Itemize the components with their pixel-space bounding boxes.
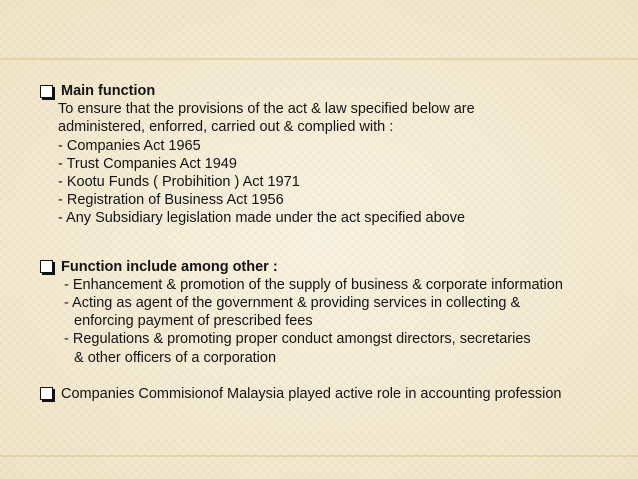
spacer xyxy=(38,367,634,385)
function-line: - Acting as agent of the government & providing services in collecting & xyxy=(64,295,521,312)
commission-text: Companies Commisionof Malaysia played active role in accounting profession xyxy=(61,385,562,402)
function-line: - Regulations & promoting proper conduct amongst directors, secretaries xyxy=(64,331,531,348)
checkbox-bullet-icon xyxy=(40,387,53,400)
spacer xyxy=(38,246,634,258)
main-function-heading-row xyxy=(38,82,634,100)
act-item: - Trust Companies Act 1949 xyxy=(58,155,237,172)
checkbox-bullet-icon xyxy=(40,260,53,273)
commission-row xyxy=(38,385,634,403)
slide-content xyxy=(38,82,634,403)
checkbox-bullet-icon xyxy=(40,85,53,98)
function-line: & other officers of a corporation xyxy=(74,349,277,366)
function-line: enforcing payment of prescribed fees xyxy=(74,313,313,330)
main-function-intro-2: administered, enforred, carried out & complied with : xyxy=(58,119,394,136)
top-divider xyxy=(0,58,638,60)
main-function-heading: Main function xyxy=(61,83,156,99)
act-item: - Any Subsidiary legislation made under the act specified above xyxy=(58,210,466,227)
function-include-heading-row xyxy=(38,258,634,276)
act-item: - Kootu Funds ( Probihition ) Act 1971 xyxy=(58,174,300,191)
function-line: - Enhancement & promotion of the supply of business & corporate information xyxy=(64,276,563,293)
spacer xyxy=(38,228,634,246)
main-function-intro-1: To ensure that the provisions of the act & law specified below are xyxy=(58,101,475,118)
bottom-divider xyxy=(0,455,638,457)
act-item: - Companies Act 1965 xyxy=(58,137,201,154)
function-include-heading: Function include among other : xyxy=(61,258,278,275)
act-item: - Registration of Business Act 1956 xyxy=(58,192,284,209)
